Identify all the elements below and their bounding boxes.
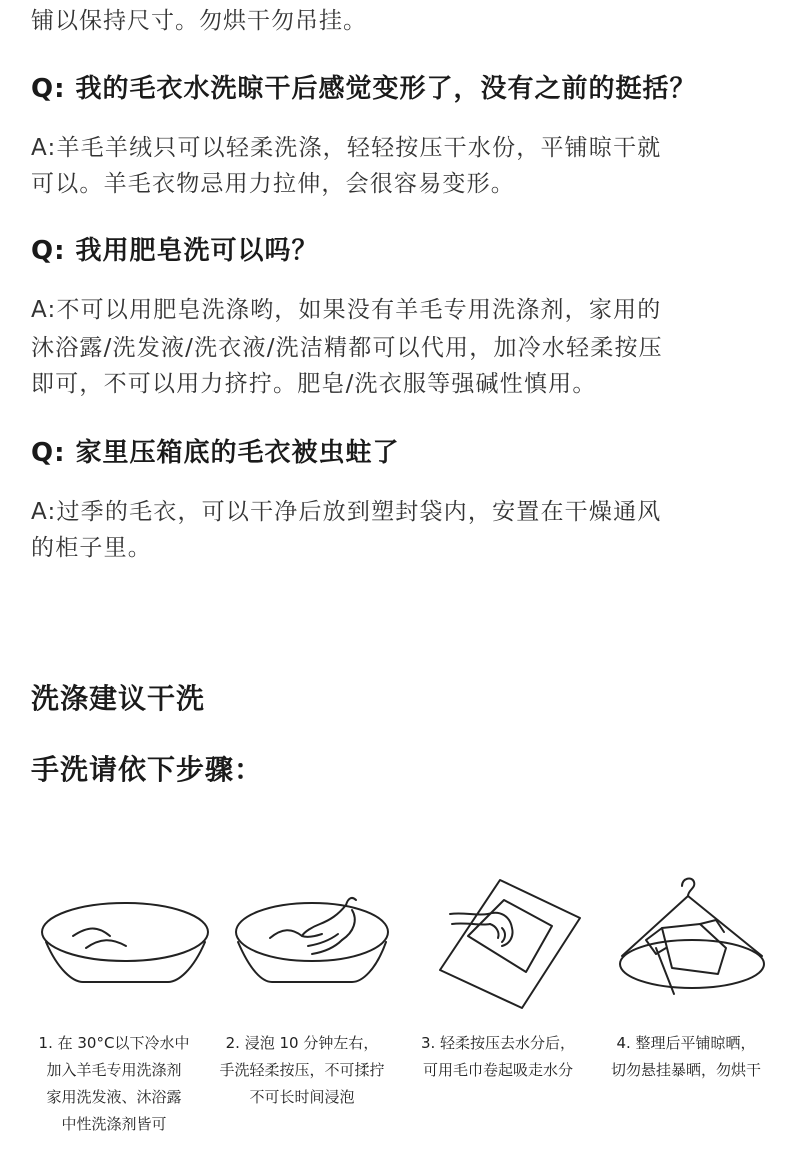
step-caption-2	[204, 1030, 400, 1111]
faq-answer-1-line-2: 可以。羊毛衣物忌用力拉伸，会很容易变形。	[31, 171, 515, 197]
faq-question-3: Q: 家里压箱底的毛衣被虫蛀了	[31, 438, 400, 468]
step-1-caption-line: 加入羊毛专用洗涤剂	[46, 1061, 182, 1079]
faq-answer-3-line-1: A:过季的毛衣，可以干净后放到塑封袋内，安置在干燥通风	[31, 499, 662, 525]
step-4-caption-line: 4. 整理后平铺晾晒，	[616, 1034, 756, 1052]
step-1-caption-line: 家用洗发液、沐浴露	[46, 1088, 182, 1106]
hand-wash-steps	[20, 870, 780, 1010]
step-4-caption-line: 切勿悬挂暴晒，勿烘干	[610, 1061, 761, 1079]
faq-answer-2-line-2: 沐浴露/洗发液/洗衣液/洗洁精都可以代用，加冷水轻柔按压	[31, 335, 663, 361]
step-caption-3	[400, 1030, 596, 1084]
step-caption-4	[588, 1030, 784, 1084]
basin-water-icon	[38, 870, 218, 1010]
wash-recommendation-title: 洗涤建议干洗	[31, 682, 206, 715]
step-3-caption-line: 3. 轻柔按压去水分后，	[420, 1034, 576, 1052]
flat-dry-icon	[616, 870, 790, 1010]
faq-answer-2-line-3: 即可，不可以用力挤拧。肥皂/洗衣服等强碱性慎用。	[31, 371, 597, 397]
hand-wash-steps-title: 手洗请依下步骤：	[31, 753, 264, 786]
step-2-caption-line: 2. 浸泡 10 分钟左右，	[225, 1034, 379, 1052]
faq-answer-1-line-1: A:羊毛羊绒只可以轻柔洗涤，轻轻按压干水份，平铺晾干就	[31, 135, 662, 161]
faq-answer-2-line-1: A:不可以用肥皂洗涤哟，如果没有羊毛专用洗涤剂，家用的	[31, 297, 662, 323]
faq-answer-3-line-2: 的柜子里。	[31, 535, 152, 561]
step-2-caption-line: 手洗轻柔按压，不可揉拧	[219, 1061, 385, 1079]
step-caption-1	[16, 1030, 212, 1138]
towel-press-icon	[430, 870, 610, 1010]
faq-question-1: Q: 我的毛衣水洗晾干后感觉变形了，没有之前的挺括？	[31, 74, 697, 104]
intro-line: 铺以保持尺寸。勿烘干勿吊挂。	[31, 8, 367, 34]
step-1-caption-line: 中性洗涤剂皆可	[61, 1115, 167, 1133]
step-3-caption-line: 可用毛巾卷起吸走水分	[422, 1061, 573, 1079]
basin-hand-soak-icon	[230, 870, 410, 1010]
step-1-caption-line: 1. 在 30°C以下冷水中	[38, 1034, 190, 1052]
step-2-caption-line: 不可长时间浸泡	[249, 1088, 355, 1106]
faq-question-2: Q: 我用肥皂洗可以吗？	[31, 236, 319, 266]
